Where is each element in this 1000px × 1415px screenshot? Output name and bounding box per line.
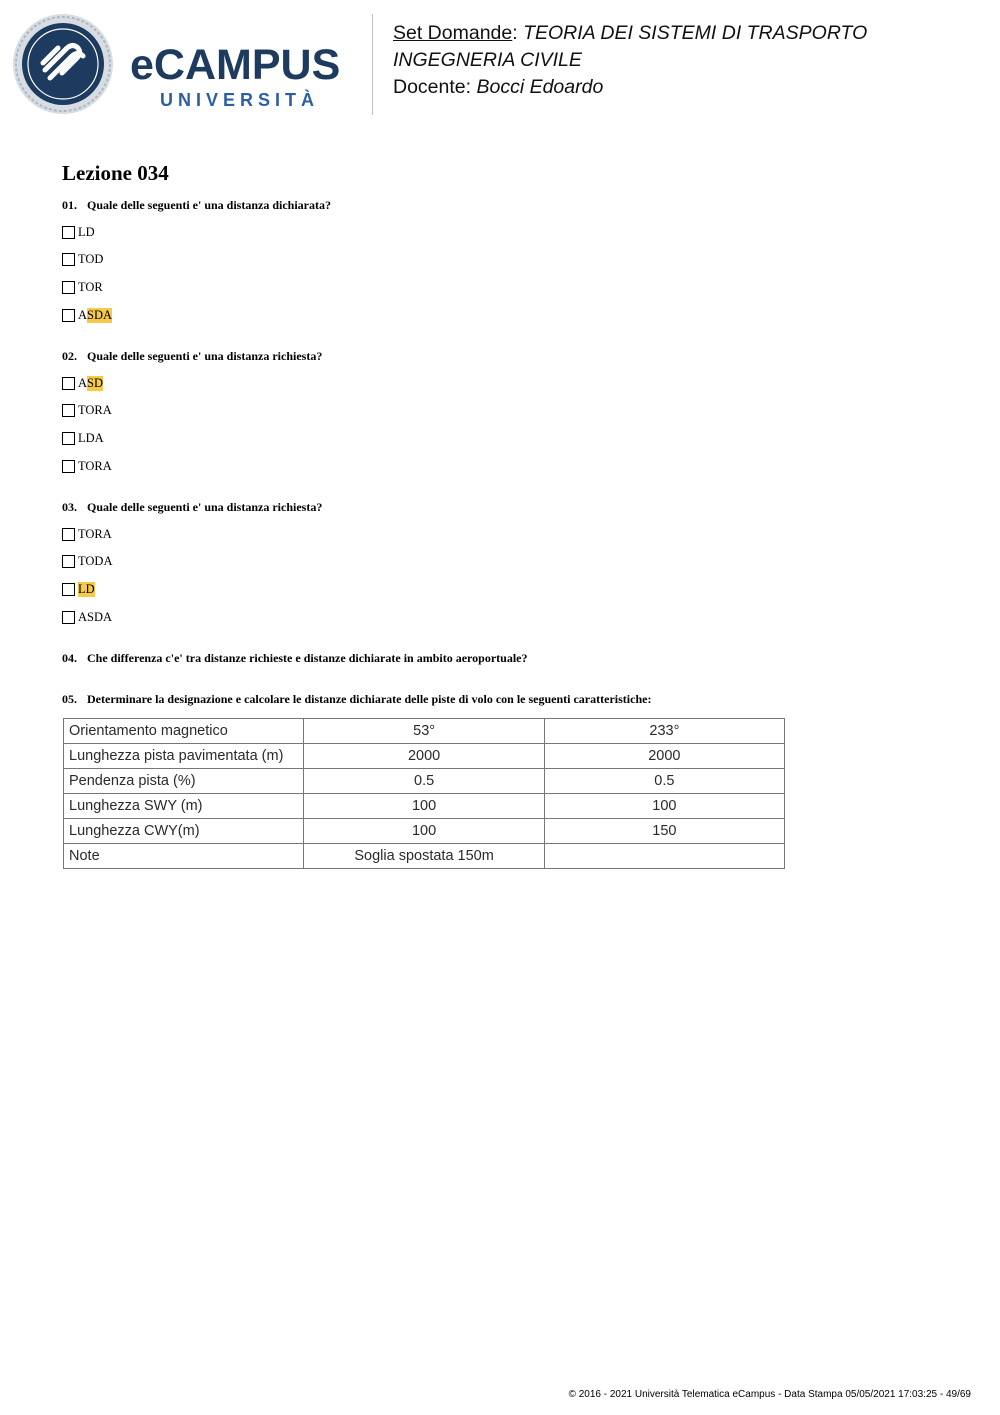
answer-option[interactable] bbox=[62, 526, 112, 542]
table-cell bbox=[544, 844, 784, 869]
table-row bbox=[64, 744, 785, 769]
table-row bbox=[64, 769, 785, 794]
runway-table bbox=[63, 718, 785, 869]
table-cell: 100 bbox=[304, 794, 544, 819]
question-number: 03. bbox=[62, 500, 77, 514]
answer-option[interactable] bbox=[62, 375, 103, 391]
table-cell: Note bbox=[64, 844, 304, 869]
table-cell: Pendenza pista (%) bbox=[64, 769, 304, 794]
table-cell: Lunghezza SWY (m) bbox=[64, 794, 304, 819]
table-cell: Lunghezza CWY(m) bbox=[64, 819, 304, 844]
checkbox[interactable] bbox=[62, 377, 75, 390]
brand-sub: UNIVERSITÀ bbox=[160, 90, 320, 110]
seal-icon bbox=[13, 14, 113, 114]
teacher-label: Docente bbox=[393, 76, 466, 98]
option-highlight: LD bbox=[78, 581, 95, 596]
table-cell: Orientamento magnetico bbox=[64, 719, 304, 744]
option-text: A bbox=[78, 307, 88, 322]
teacher-value: Bocci Edoardo bbox=[476, 76, 604, 98]
header-divider bbox=[372, 14, 373, 115]
checkbox[interactable] bbox=[62, 528, 75, 541]
table-cell: 0.5 bbox=[304, 769, 544, 794]
lesson-title: Lezione 034 bbox=[62, 161, 169, 185]
option-text: TOR bbox=[78, 279, 103, 294]
option-text: LDA bbox=[78, 430, 104, 445]
option-text: TORA bbox=[78, 402, 112, 417]
question-number: 05. bbox=[62, 692, 77, 706]
table-cell: Lunghezza pista pavimentata (m) bbox=[64, 744, 304, 769]
answer-option[interactable] bbox=[62, 430, 104, 446]
table-row bbox=[64, 844, 785, 869]
question-text: Quale delle seguenti e' una distanza richiesta? bbox=[87, 349, 323, 363]
table-cell: 150 bbox=[544, 819, 784, 844]
checkbox[interactable] bbox=[62, 460, 75, 473]
answer-option[interactable] bbox=[62, 251, 103, 267]
checkbox[interactable] bbox=[62, 281, 75, 294]
checkbox[interactable] bbox=[62, 404, 75, 417]
answer-option[interactable] bbox=[62, 458, 112, 474]
answer-option[interactable] bbox=[62, 553, 113, 569]
header-info bbox=[393, 20, 867, 101]
question-number: 04. bbox=[62, 651, 77, 665]
question-text: Quale delle seguenti e' una distanza richiesta? bbox=[87, 500, 323, 514]
teacher-line: Docente: Bocci Edoardo bbox=[393, 76, 604, 98]
set-value: TEORIA DEI SISTEMI DI TRASPORTO bbox=[523, 22, 868, 44]
question-01 bbox=[62, 198, 331, 213]
option-text: A bbox=[78, 375, 88, 390]
checkbox[interactable] bbox=[62, 432, 75, 445]
option-text: TOD bbox=[78, 251, 104, 266]
table-cell: Soglia spostata 150m bbox=[304, 844, 544, 869]
option-highlight: SD bbox=[87, 375, 104, 390]
answer-option[interactable] bbox=[62, 307, 112, 323]
answer-option[interactable] bbox=[62, 609, 112, 625]
answer-option[interactable] bbox=[62, 402, 112, 418]
table-row bbox=[64, 794, 785, 819]
answer-option[interactable] bbox=[62, 224, 95, 240]
question-text: Che differenza c'e' tra distanze richieste e distanze dichiarate in ambito aeroportuale? bbox=[87, 651, 528, 665]
ecampus-logo bbox=[12, 12, 362, 118]
option-highlight: SDA bbox=[87, 307, 113, 322]
question-03 bbox=[62, 500, 322, 515]
table-cell: 53° bbox=[304, 719, 544, 744]
option-text: TORA bbox=[78, 526, 112, 541]
answer-option[interactable] bbox=[62, 581, 95, 597]
table-cell: 100 bbox=[304, 819, 544, 844]
checkbox[interactable] bbox=[62, 226, 75, 239]
table-cell: 100 bbox=[544, 794, 784, 819]
checkbox[interactable] bbox=[62, 611, 75, 624]
table-cell: 2000 bbox=[544, 744, 784, 769]
set-line: Set Domande: TEORIA DEI SISTEMI DI TRASPORTO bbox=[393, 22, 868, 44]
set-label: Set Domande bbox=[393, 22, 513, 44]
option-text: LD bbox=[78, 224, 95, 239]
table-cell: 2000 bbox=[304, 744, 544, 769]
question-02 bbox=[62, 349, 322, 364]
question-number: 02. bbox=[62, 349, 77, 363]
table-row bbox=[64, 719, 785, 744]
checkbox[interactable] bbox=[62, 555, 75, 568]
question-04 bbox=[62, 651, 527, 666]
checkbox[interactable] bbox=[62, 309, 75, 322]
answer-option[interactable] bbox=[62, 279, 103, 295]
table-cell: 233° bbox=[544, 719, 784, 744]
option-text: TORA bbox=[78, 458, 112, 473]
question-text: Quale delle seguenti e' una distanza dichiarata? bbox=[87, 198, 332, 212]
option-text: TODA bbox=[78, 553, 113, 568]
page-footer: © 2016 - 2021 Università Telematica eCampus - Data Stampa 05/05/2021 17:03:25 - 49/69 bbox=[568, 1389, 971, 1400]
question-number: 01. bbox=[62, 198, 77, 212]
question-05 bbox=[62, 692, 651, 707]
question-text: Determinare la designazione e calcolare le distanze dichiarate delle piste di volo con le seguenti caratteristiche: bbox=[87, 692, 652, 706]
table-row bbox=[64, 819, 785, 844]
checkbox[interactable] bbox=[62, 253, 75, 266]
table-cell: 0.5 bbox=[544, 769, 784, 794]
checkbox[interactable] bbox=[62, 583, 75, 596]
brand-name: eCAMPUS bbox=[130, 41, 341, 89]
course-name: INGEGNERIA CIVILE bbox=[393, 49, 582, 71]
option-text: ASDA bbox=[78, 609, 113, 624]
